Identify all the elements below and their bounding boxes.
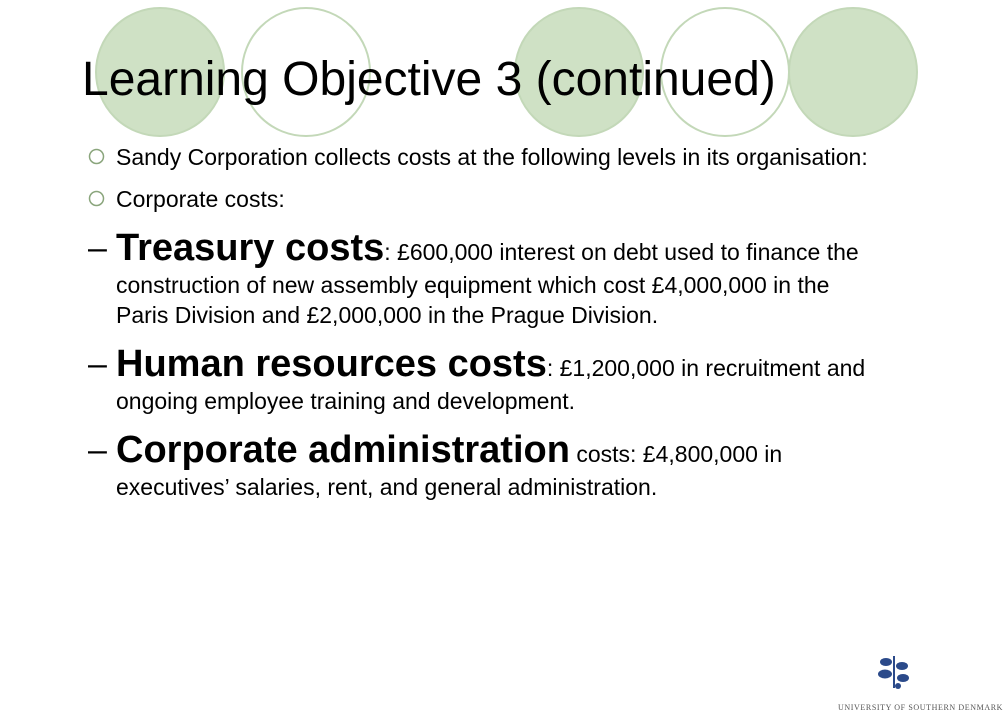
slide-content: [88, 142, 888, 514]
sub-item: [88, 226, 888, 330]
circle-bullet-icon: [88, 148, 105, 165]
sub-item-lead: Corporate administration: [116, 429, 570, 471]
slide-title: Learning Objective 3 (continued): [82, 53, 776, 106]
dash-icon: –: [88, 345, 107, 383]
circle-bullet-icon: [88, 190, 105, 207]
bullet-text: Sandy Corporation collects costs at the following levels in its organisation:: [116, 144, 868, 170]
sub-item-text: : £1,200,000 in recruitment and ongoing employee training and development.: [116, 355, 866, 414]
sub-item-lead: Treasury costs: [116, 227, 385, 269]
sub-item: [88, 428, 888, 502]
sub-item-lead: Human resources costs: [116, 343, 547, 385]
sub-item-text: : £600,000 interest on debt used to finance the construction of new assembly equipment which cost £4,000,000 in the Paris Division and £2,000,000 in the Prague Division.: [116, 239, 859, 328]
bullet-text: Corporate costs:: [116, 186, 285, 212]
bullet-item: [88, 142, 888, 172]
dash-icon: –: [88, 431, 107, 469]
decor-circle-5: [789, 8, 917, 136]
sub-item-text: costs: £4,800,000 in executives’ salaries, rent, and general administration.: [116, 441, 783, 500]
sub-item: [88, 342, 888, 416]
university-logo: [838, 652, 1003, 712]
logo-text: UNIVERSITY OF SOUTHERN DENMARK: [838, 703, 1003, 712]
dash-icon: –: [88, 229, 107, 267]
bullet-item: [88, 184, 888, 214]
university-tree-logo-icon: [838, 652, 950, 700]
